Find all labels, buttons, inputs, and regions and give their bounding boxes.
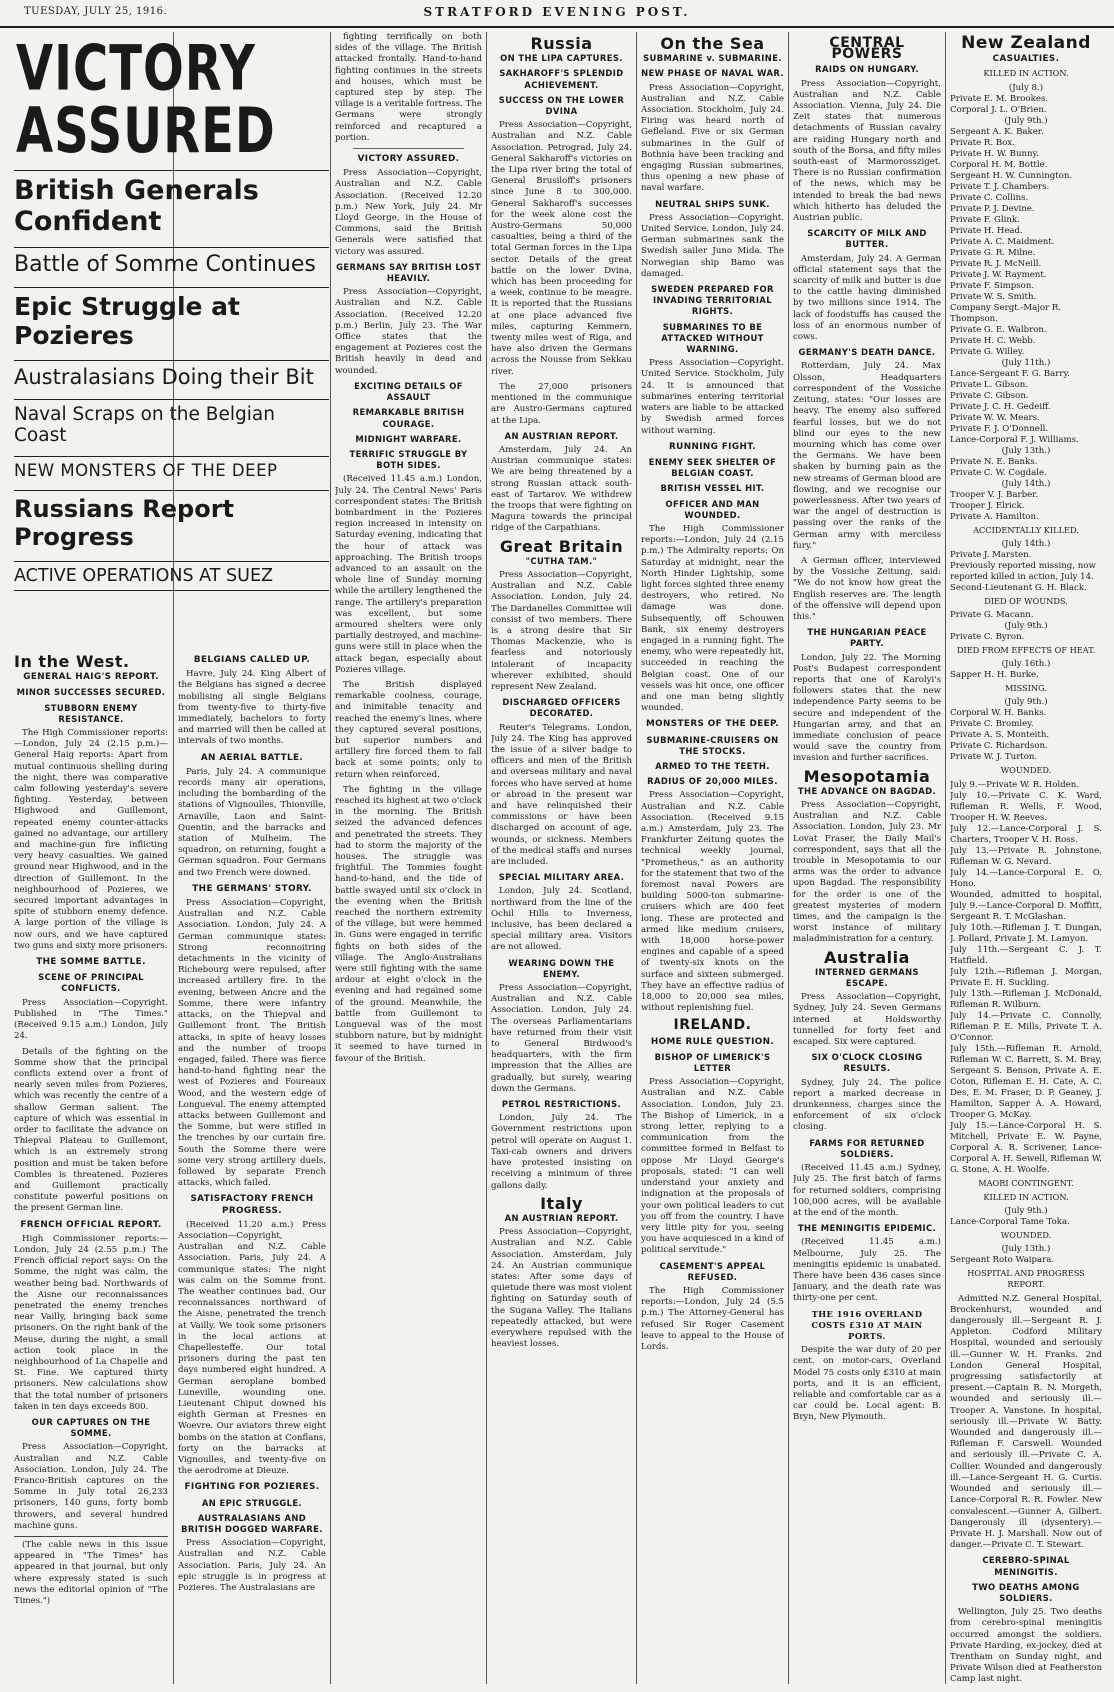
list-item: July 13th.—Rifleman J. McDonald, Rifleman R. Wilburn.	[950, 988, 1102, 1010]
subheading: WOUNDED.	[1000, 1230, 1052, 1241]
subheading: MISSING.	[1005, 683, 1047, 694]
heading: RAIDS ON HUNGARY.	[815, 64, 919, 75]
list-item: (July 16th.)	[1001, 659, 1051, 670]
heading: OUR CAPTURES ON THE SOMME.	[31, 1417, 151, 1439]
heading: ENEMY SEEK SHELTER OF BELGIAN COAST.	[648, 456, 777, 479]
column-4	[491, 32, 632, 1684]
banner-naval: Naval Scraps on the Belgian Coast	[14, 399, 329, 446]
section-great-britain: Great Britain	[499, 536, 624, 556]
heading: GENERAL HAIG'S REPORT.	[23, 672, 159, 683]
column-7	[950, 32, 1102, 1684]
list-item: Sergeant Roto Waipara.	[950, 1255, 1055, 1266]
heading: SUBMARINES TO BE ATTACKED WITHOUT WARNING.	[661, 321, 764, 355]
heading: FARMS FOR RETURNED SOLDIERS.	[809, 1137, 925, 1159]
list-item: (July 11th.)	[1001, 357, 1051, 368]
heading: BELGIANS CALLED UP.	[193, 655, 311, 665]
list-item: Company Sergt.-Major R. Thompson.	[950, 302, 1062, 324]
heading: ON THE LIPA CAPTURES.	[500, 53, 623, 64]
list-item: Private R. Box.	[950, 137, 1015, 148]
article-text: Wellington, July 25. Two deaths from cerebro-spinal meningitis occurred amongst the soldiers. Private Harding, ex-jockey, died at Trentham on Sunday night, and Private Wilson died at Featherston Camp last night.	[950, 1607, 1102, 1684]
front-headlines	[14, 34, 329, 601]
heading: SPECIAL MILITARY AREA.	[498, 872, 625, 883]
banner-suez: ACTIVE OPERATIONS AT SUEZ	[14, 561, 329, 591]
list-item: Private E. M. Brookes.	[950, 93, 1049, 104]
list-item: July 11th.—Sergeant C. J. T. Hatfield.	[950, 944, 1102, 966]
heading: THE GERMANS' STORY.	[192, 883, 312, 894]
heading: BRITISH VESSEL HIT.	[660, 483, 765, 494]
list-item: Previously reported missing, now reported killed in action, July 14.	[950, 560, 1096, 582]
list-item: Private G. R. Milne.	[950, 247, 1036, 258]
subheading: KILLED IN ACTION.	[983, 1191, 1069, 1202]
list-item: Wounded, admitted to hospital, July 9.—Lance-Corporal D. Moffitt, Sergeant R. T. McGlashan.	[950, 889, 1102, 922]
article-text: Press Association—Copyright, Australian and N.Z. Cable Association. London, July 23. The Bishop of Limerick, in a strong letter, replying to a communication from the committee formed in Belfast to oppose Mr Lloyd George's proposals, stated: "I can well understand your anxiety and indignation at the proposals of your own political leaders to cut you off from the country. I have very little pity for you, seeing you have acquiesced in a kind of political servitude."	[641, 1077, 784, 1256]
article-text: Press Association—Copyright, Australian and N.Z. Cable Association. London, July 24. The Franco-British captures on the Somme in July total 26,233 prisoners, 140 guns, forty bomb throwers, and several hundred machine guns.	[14, 1442, 168, 1531]
list-item: (July 9th.)	[1004, 115, 1048, 126]
heading: EXCITING DETAILS OF ASSAULT	[354, 380, 463, 403]
list-item: Private G. Willey.	[950, 346, 1025, 357]
column-rule	[330, 32, 331, 1684]
list-item: Private C. Richardson.	[950, 741, 1048, 752]
maori-wounded-list	[950, 1244, 1102, 1266]
killed-list	[950, 83, 1102, 523]
article-text: Press Association—Copyright, Australian and N.Z. Cable Association. London, July 24. The overseas Parliamentarians have returned from their visit to General Birdwood's headquarters, with the firm impression that the Allies are gradually, but surely, wearing down the Germans.	[491, 983, 632, 1094]
heading: SAKHAROFF'S SPLENDID ACHIEVEMENT.	[499, 68, 624, 90]
article-text: Havre, July 24. King Albert of the Belgians has signed a decree mobilising all single Belgians from twenty-five to thirty-five immediately, bachelors to forty and married will then be called at intervals of two months.	[178, 669, 326, 747]
list-item: Private C. W. Cogdale.	[950, 467, 1047, 478]
heading: AUSTRALASIANS AND BRITISH DOGGED WARFARE.	[181, 1512, 323, 1535]
banner-russians: Russians Report Progress	[14, 490, 329, 551]
heading: MONSTERS OF THE DEEP.	[646, 719, 779, 730]
article-text: A German officer, interviewed by the Vossiche Zeitung, said: "We do not know how great the English reserves are. The length of the offensive will depend upon this."	[793, 555, 941, 622]
heading: SIX O'CLOCK CLOSING RESULTS.	[811, 1052, 923, 1074]
advertisement-text: Despite the war duty of 20 per cent. on motor-cars, Overland Model 75 costs only £310 at main ports, and it is an efficient, reliable and comfortable car as a car could be. Local agent: B. Bryn, New Plymouth.	[793, 1345, 941, 1423]
list-item: (July 9th.)	[1004, 1206, 1048, 1217]
article-text: Press Association—Copyright, Australian and N.Z. Cable Association. London, July 24. A German communique states: Strong reconnoitring detachments in the vicinity of Richebourg were repulsed, after increased artillery fire. In the evening, between Ancre and the Somme, there were infantry attacks, on the Thiepval and Guillemont front. The British attacks, in spite of heavy losses and the number of troops engaged, failed. There was fierce hand-to-hand fighting near the west of Pozieres and Foureaux Wood, and the western edge of Longueval. The enemy attempted attacks between Guillemont and the Somme, but were stifled in the trenches by our curtain fire. South the Somme there were some very strong artillery duels, followed by separate French attacks, which failed.	[178, 898, 326, 1189]
section-ireland: IRELAND.	[673, 1017, 752, 1034]
list-item: (July 8.)	[1008, 82, 1044, 93]
heading: TWO DEATHS AMONG SOLDIERS.	[972, 1581, 1080, 1603]
article-text: Press Association—Copyright. Published in "The Times." (Received 9.15 a.m.) London, July 24.	[14, 997, 168, 1042]
article-text: Press Association—Copyright. United Service. London, July 24. German submarines sank the Swedish sailer Juno Mida. The Norwegian ship Bamo was damaged.	[641, 212, 784, 279]
list-item: Private W. W. Mears.	[950, 412, 1040, 423]
article-text: Press Association—Copyright. United Service. Stockholm, July 24. It is announced that submarines entering territorial waters are liable to be attacked by Swedish armed forces without warning.	[641, 358, 784, 436]
section-central-powers: CENTRAL POWERS	[829, 35, 905, 63]
list-item: Lance-Corporal Tame Toka.	[950, 1217, 1070, 1228]
heading: SATISFACTORY FRENCH PROGRESS.	[190, 1194, 314, 1216]
heading: THE HUNGARIAN PEACE PARTY.	[807, 627, 927, 649]
list-item: July 12.—Lance-Corporal J. S. Charters, Trooper V. H. Ross.	[950, 823, 1102, 845]
accident-list	[950, 539, 1102, 594]
article-text: Press Association—Copyright, Australian and N.Z. Cable Association. Stockholm, July 24. Firing was heard north of Gefleland. Five or six German submarines in the Gulf of Bothnia have been tracking and engaging Russian submarines, thus opening a new phase of naval warfare.	[641, 82, 784, 194]
article-text: Sydney, July 24. The police report a marked decrease in drunkenness, charges since the enforcement of six o'clock closing.	[793, 1077, 941, 1133]
list-item: Corporal H. M. Bottle.	[950, 159, 1048, 170]
banner-australasians: Australasians Doing their Bit	[14, 360, 329, 389]
list-item: Lance-Sergeant F. G. Barry.	[950, 368, 1070, 379]
list-item: July 10th.—Rifleman J. T. Dungan, J. Pollard, Private J. M. Lamyon.	[950, 922, 1102, 944]
list-item: July 10.—Private C. K. Ward, Rifleman R. Wells, F. Wood, Trooper H. W. Reeves.	[950, 790, 1102, 823]
missing-list	[950, 697, 1102, 763]
heading: GERMANY'S DEATH DANCE.	[798, 347, 936, 358]
heading: SCENE OF PRINCIPAL CONFLICTS.	[38, 972, 144, 994]
heading: SUCCESS ON THE LOWER DVINA	[498, 94, 625, 117]
column-5	[641, 32, 784, 1684]
heading: RUNNING FIGHT.	[668, 441, 757, 452]
subheading: ACCIDENTALLY KILLED.	[973, 524, 1079, 535]
heading: MINOR SUCCESSES SECURED.	[16, 687, 166, 698]
heading: THE ADVANCE ON BAGDAD.	[797, 785, 937, 796]
column-1	[14, 650, 168, 1684]
list-item: (July 9th.)	[1004, 697, 1048, 708]
heading: AN AUSTRIAN REPORT.	[504, 1212, 619, 1223]
article-text: Press Association—Copyright, Australian and N.Z. Cable Association. Paris, July 24. An epic struggle is in progress at Pozieres. The Australasians are	[178, 1538, 326, 1594]
section-russia: Russia	[530, 34, 593, 53]
heading: FRENCH OFFICIAL REPORT.	[20, 1219, 162, 1230]
list-item: Private A. S. Monteith.	[950, 730, 1050, 741]
list-item: Private G. Macann.	[950, 610, 1034, 621]
heading: PETROL RESTRICTIONS.	[501, 1099, 622, 1110]
heading: CASEMENT'S APPEAL REFUSED.	[659, 1260, 766, 1282]
column-rule	[945, 32, 946, 1684]
list-item: (July 13th.)	[1001, 445, 1051, 456]
list-item: Private W. J. Turton.	[950, 752, 1038, 763]
heading: MIDNIGHT WARFARE.	[355, 433, 462, 444]
article-text: The 27,000 prisoners mentioned in the communique are Austro-Germans captured at the Lipa.	[491, 381, 632, 426]
list-item: Private G. E. Walbron.	[950, 324, 1047, 335]
section-italy: Italy	[540, 1193, 583, 1213]
article-text: The High Commissioner reports:—London, July 24 (2.15 p.m.)—General Haig reports: Apart from mutual continuous shelling during the night, there was comparative calm following yesterday's severe fighting. Yesterday, between Highwood and Guillemont, repeated enemy counter-attacks gained no advantage, our artillery and machine-gun fire inflicting very heavy casualties. We gained ground near Highwood, and in the direction of Guillemont. In the neighbourhood of Pozieres, we secured important advantages in spite of stubborn enemy defence. A large portion of the village is now ours, and we have captured two guns and sixty more prisoners.	[14, 728, 168, 951]
article-text: The High Commissioner reports:—London, July 24 (2.15 p.m.) The Admiralty reports: On Saturday at midnight, near the North Hinder Lightship, some light forces sighted three enemy destroyers, who retired. No damage was done. Subsequently, off Schouwen Bank, six enemy destroyers engaged in a running fight. The enemy, who were repeatedly hit, succeeded in reaching the Belgian coast. One of our vessels was hit once, one officer and one man being slightly wounded.	[641, 523, 784, 714]
banner-monsters: NEW MONSTERS OF THE DEEP	[14, 456, 329, 480]
banner-somme: Battle of Somme Continues	[14, 247, 329, 277]
heading: SUBMARINE v. SUBMARINE.	[643, 53, 782, 64]
article-text: High Commissioner reports:—London, July 24 (2.55 p.m.) The French official report says: On the Somme, the night was calm, the weather being bad. Northwards of the Aisne our reconnaissances penetrated the enemy trenches near Vailly, bringing back some prisoners. On the right bank of the Meuse, during the night, a small action took place in the neighbourhood of La Chapelle and St. Fine. We captured thirty prisoners. New calculations show that the total number of prisoners taken in ten days exceeds 800.	[14, 1233, 168, 1412]
heading: THE SOMME BATTLE.	[36, 957, 146, 968]
list-item: Private A. C. Maidment.	[950, 236, 1055, 247]
list-item: Private W. S. Smith.	[950, 291, 1037, 302]
article-text: Press Association—Copyright, Australian and N.Z. Cable Association. London, July 24. The Dardanelles Committee will consist of two members. There is a strong desire that Sir Thomas Mackenzie, who is fearless and notoriously intolerant of incapacity wherever exhibited, should represent New Zealand.	[491, 569, 632, 692]
list-item: Private P. J. Devine.	[950, 203, 1035, 214]
article-text: Admitted N.Z. General Hospital, Brockenhurst, wounded and dangerously ill.—Sergeant R. J. Appleton. Codford Military Hospital, wounded and seriously ill.—Gunner W. H. Franks. 2nd London General Hospital, progressing satisfactorily at present.—Captain R. N. Morgeth, wounded and seriously ill.—Trooper A. Vanstone. In hospital, seriously ill.—Private W. Batty. Wounded and dangerously ill.—Rifleman F. Carswell. Wounded and seriously ill.—Private C. A. Collier. Wounded and dangerously ill.—Lance-Sergeant H. G. Curtis. Wounded and seriously ill.—Lance-Corporal R. R. Fowler. New convalescent.—Gunner A. Gilbert. Dangerously ill (dysentery).—Private H. J. Marshall. Now out of danger.—Private C. T. Stewart.	[950, 1293, 1102, 1551]
heading: SUBMARINE-CRUISERS ON THE STOCKS.	[646, 734, 779, 756]
heading: SCARCITY OF MILK AND BUTTER.	[807, 228, 927, 250]
article-text: The fighting in the village reached its highest at two o'clock in the morning. The British seized the advanced defences and penetrated the streets. They had to storm the majority of the houses. The struggle was frightful. The Tommies fought hand-to-hand, and the tide of battle swayed until six o'clock in the evening when the British reached the northern extremity of the village, but were hemmed in. Guns were engaged in terrific fights on both sides of the village. The Anglo-Australians were still fighting with the same ardour at eight o'clock in the evening and had regained some of the ground. Meanwhile, the battle from Guillemont to Longueval was of the most stubborn nature, but by midnight it seemed to have turned in favour of the British.	[335, 784, 482, 1064]
list-item: Corporal J. L. O'Brien.	[950, 104, 1047, 115]
heading: AN AUSTRIAN REPORT.	[504, 430, 619, 441]
article-text: (Received 11.45 a.m.) London, July 24. The Central News' Paris correspondent states: The British bombardment in the Pozieres region increased in intensity on Saturday evening, indicating that the hour of attack was approaching. The British troops advanced to an assault on the whole line of Sunday morning while the artillery lengthened the range. The artillery's preparation was excellent, but some armoured shelters were only partially destroyed, and machine-guns were still in place when the attack began, especially about Pozieres village.	[335, 474, 482, 675]
list-item: Trooper V. J. Barber.	[950, 489, 1039, 500]
list-item: Private F. Glink.	[950, 214, 1020, 225]
article-text: Press Association—Copyright, Sydney, July 24. Seven Germans interned at Holdsworthy tunnelled for forty feet and escaped. Six were captured.	[793, 992, 941, 1048]
subheading: DIED FROM EFFECTS OF HEAT.	[956, 645, 1096, 656]
list-item: Private H. C. Webb.	[950, 335, 1036, 346]
article-text: Press Association—Copyright, Australian and N.Z. Cable Association. Vienna, July 24. Die Zeit states that numerous detachments of Russian cavalry are raiding Hungary north and south of the Borsa, and fifty miles south-east of Marmorossziget. There is no Russian confirmation of the news, which may be intended to break the bad news which hitherto has deluded the Austrian public.	[793, 78, 941, 224]
article-text: Details of the fighting on the Somme show that the principal conflicts extend over a front of nearly seven miles from Pozieres, which was recently the centre of a shallow German salient. The capture of which was essential in order to facilitate the advance on Thiepval Plateau to Guillemont, which is an extremely strong position and must be taken before Combles is threatened. Pozieres and Guillemont practically constitute powerful positions on the present German line.	[14, 1046, 168, 1214]
column-6	[793, 32, 941, 1684]
heat-list	[950, 659, 1102, 681]
list-item: Sergeant H. W. Cunnington.	[950, 170, 1073, 181]
heading: NEW PHASE OF NAVAL WAR.	[641, 68, 784, 79]
list-item: July 13.—Private R. Johnstone, Rifleman W. G. Nevard.	[950, 845, 1102, 867]
heading: CASUALTIES.	[992, 54, 1060, 65]
article-text: fighting terrifically on both sides of the village. The British attacked frontally. Hand-to-hand fighting continues in the streets and houses, which must be captured step by step. The village is a veritable fortress. The Germans were strongly reinforced and recaptured a portion.	[335, 32, 482, 143]
heading: ARMED TO THE TEETH.	[655, 760, 770, 771]
column-3	[335, 32, 482, 1684]
list-item: Private C. Byron.	[950, 632, 1025, 643]
list-item: July 14.—Lance-Corporal E. O. Hono.	[950, 867, 1102, 889]
heading: BISHOP OF LIMERICK'S LETTER	[654, 1051, 771, 1074]
list-item: Lance-Corporal F. J. Williams.	[950, 434, 1079, 445]
heading: DISCHARGED OFFICERS DECORATED.	[502, 697, 621, 719]
list-item: Private C. Collins.	[950, 192, 1029, 203]
list-item: July 15th.—Rifleman R. Arnold, Rifleman W. C. Barrett, S. M. Bray, Sergeant S. Benson, Private A. E. Coton, Rifleman E. H. Cate, A. C. Des, E. M. Fraser, D. P. Geaney, J. Hamilton, Sapper A. A. Howard, Trooper G. McKay.	[950, 1043, 1102, 1120]
wounded-list	[950, 780, 1102, 1176]
list-item: July 15.—Lance-Corporal H. S. Mitchell, Private E. W. Payne, Corporal A. R. Scrivener, Lance-Corporal A. H. Sewell, Rifleman W. G. Stone, A. H. Woolfe.	[950, 1120, 1102, 1175]
column-rule	[486, 32, 487, 1684]
column-rule	[636, 32, 637, 1684]
banner-generals: British Generals Confident	[14, 170, 329, 237]
article-text: The High Commissioner reports:—London, July 24 (5.5 p.m.) The Attorney-General has refused Sir Roger Casement leave to appeal to the House of Lords.	[641, 1285, 784, 1352]
article-text: Press Association—Copyright, Australian and N.Z. Cable Association. (Received 12.20 p.m.) Berlin, July 23. The War Office states that the engagement at Pozieres cost the British heavily in dead and wounded.	[335, 287, 482, 376]
list-item: Trooper J. Elrick.	[950, 500, 1025, 511]
heading: AN AERIAL BATTLE.	[200, 752, 304, 763]
list-item: Private L. Gibson.	[950, 379, 1029, 390]
issue-date: TUESDAY, JULY 25, 1916.	[24, 6, 168, 17]
heading: VICTORY ASSURED.	[357, 154, 460, 165]
list-item: Private H. W. Bunny.	[950, 148, 1040, 159]
list-item: Private A. Hamilton.	[950, 511, 1039, 522]
subheading: HOSPITAL AND PROGRESS REPORT.	[967, 1268, 1085, 1290]
article-text: Amsterdam, July 24. An Austrian communique states: We are being threatened by a strong Russian attack south-east of Tartarov. We withdrew the troops that were fighting on Magura towards the principal ridge of the Carpathians.	[491, 444, 632, 534]
article-text: London, July 24. Scotland, northward from the line of the Ochil Hills to Inverness, inclusive, has been declared a special military area. Visitors are not allowed.	[491, 886, 632, 953]
wounds-list	[950, 610, 1102, 643]
heading: INTERNED GERMANS ESCAPE.	[815, 966, 919, 989]
heading: HOME RULE QUESTION.	[650, 1036, 775, 1047]
heading: THE MENINGITIS EPIDEMIC.	[797, 1223, 937, 1234]
list-item: Private F. J. O'Donnell.	[950, 423, 1049, 434]
list-item: Private F. Simpson.	[950, 280, 1035, 291]
masthead	[0, 0, 1114, 28]
list-item: Private R. J. McNeill.	[950, 258, 1042, 269]
section-new-zealand: New Zealand	[961, 33, 1091, 53]
article-text: Reuter's Telegrams. London, July 24. The King has approved the issue of a silver badge to officers and men of the British and overseas military and naval forces who have served at home or abroad in the present war and have relinquished their commissions or have been discharged on account of age, wounds, or sickness. Members of the medical staffs and nurses are included.	[491, 722, 632, 868]
heading: STUBBORN ENEMY RESISTANCE.	[44, 702, 138, 724]
section-on-the-sea: On the Sea	[660, 34, 765, 53]
list-item: Private T. J. Chambers.	[950, 181, 1050, 192]
list-item: (July 13th.)	[1001, 1244, 1051, 1255]
list-item: July 12th.—Rifleman J. Morgan, Private E. H. Suckling.	[950, 966, 1102, 988]
editorial-note: (The cable news in this issue appeared in "The Times" has appeared in that journal, but only where expressly stated is such news the editorial opinion of "The Times.")	[14, 1536, 168, 1607]
list-item: Private H. Head.	[950, 225, 1023, 236]
list-item: Corporal W. H. Banks.	[950, 708, 1047, 719]
list-item: Second-Lieutenant G. H. Black.	[950, 582, 1087, 593]
article-text: London, July 24. The Government restrictions upon petrol will operate on August 1. Taxi-cab owners and drivers have protested insisting on receiving a minimum of three gallons daily.	[491, 1113, 632, 1191]
list-item: July 9.—Private W. R. Holden.	[950, 779, 1079, 790]
newspaper-name: STRATFORD EVENING POST.	[423, 5, 691, 19]
heading: FIGHTING FOR POZIERES.	[184, 1482, 320, 1493]
list-item: Private C. Gibson.	[950, 390, 1029, 401]
article-text: Press Association—Copyright, Australian and N.Z. Cable Association. London, July 23. Mr Lovat Fraser, the Daily Mail's correspondent, says that all the trouble in Mesopotamia to our arms was the order to advance upon Bagdad. The responsibility for the order is one of the greatest mysteries of modern times, and the campaign is the worst instance of military maladministration for a century.	[793, 800, 941, 945]
article-text: (Received 11.45 a.m.) Melbourne, July 25. The meningitis epidemic is unabated. There have been 436 cases since January, and the death rate was thirty-one per cent.	[793, 1237, 941, 1304]
heading: OFFICER AND MAN WOUNDED.	[665, 498, 760, 520]
list-item: (July 14th.)	[1001, 478, 1051, 489]
heading: REMARKABLE BRITISH COURAGE.	[352, 407, 465, 429]
article-text: Press Association—Copyright, Australian and N.Z. Cable Association. Petrograd, July 24. General Sakharoff's victories on the Lipa river bring the total of General Brusiloff's prisoners since June 8 to 300,000. General Sakharoff's successes for the week alone cost the Austro-Germans 50,000 casualties, being a third of the total German forces in the Lipa sector. Details of the great battle on the lower Dvina, which has been proceeding for a week, continue to be meagre. It is reported that the Russians at one place advanced five miles, capturing Kemmern, twenty miles west of Riga, and have also driven the Germans across the Nousse from Sekkau river.	[491, 120, 632, 377]
article-text: Amsterdam, July 24. A German official statement says that the scarcity of milk and butter is due to the cattle having diminished by two millions since 1914. The lack of foodstuffs has caused the loss of an enormous number of cows.	[793, 253, 941, 343]
article-text: London, July 22. The Morning Post's Budapest correspondent reports that one of Karolyi's followers states that the new independence Party seems to be secure and independent of the Hungarian army, and that an immediate conclusion of peace would save the country from invasion and further sacrifices.	[793, 652, 941, 764]
section-in-the-west: In the West.	[14, 652, 130, 671]
headline-victory: VICTORY ASSURED	[16, 32, 276, 168]
list-item: (July 9th.)	[1004, 621, 1048, 632]
article-text: Press Association—Copyright, Australian and N.Z. Cable Association. Amsterdam, July 24. An Austrian communique states: After some days of quietude there was most violent fighting on Saturday south of the Sugana Valley. The Italians repeatedly attacked, but were everywhere repulsed with the heaviest losses.	[491, 1227, 632, 1350]
list-item: Private J. Marsten.	[950, 549, 1032, 560]
heading: GERMANS SAY BRITISH LOST HEAVILY.	[336, 261, 481, 284]
subheading: KILLED IN ACTION.	[983, 68, 1069, 79]
divider	[353, 148, 464, 149]
article-text: Rotterdam, July 24. Max Olsson, Headquarters correspondent of the Vossiche Zeitung, states: "Our losses are heavy. The enemy also suffered fearful losses, but we do not blind our eyes to the new mourning which has come over the Germans. We have been shaken by burning pain as the new streams of German blood are flowing, and we recognise our powerlessness. After two years of war the angel of destruction is passing over the ranks of the German army with merciless fury."	[793, 361, 941, 551]
article-text: Press Association—Copyright, Australian and N.Z. Cable Association. (Received 9.15 a.m.) Amsterdam, July 23. The Frankfurter Zeitung quotes the technical weekly journal, "Prometheus," as an authority for the statement that two of the foremost naval Powers are building 5000-ton submarine-cruisers which are 400 feet long. These are protected and armed like medium cruisers, with 18,000 horse-power engines and capable of a speed of twenty-six knots on the surface and sixteen submerged. They have an effective radius of 18,000 to 20,000 sea miles, without replenishing fuel.	[641, 790, 784, 1014]
list-item: July 14.—Private C. Connolly, Rifleman P. E. Mills, Private T. A. O'Connor.	[950, 1010, 1102, 1043]
list-item: Private J. W. Rayment.	[950, 269, 1047, 280]
subheading: DIED OF WOUNDS.	[984, 595, 1068, 606]
list-item: Sapper H. H. Burke.	[950, 670, 1039, 681]
article-text: (Received 11.20 a.m.) Press Association—Copyright, Australian and N.Z. Cable Association. Paris, July 24. A communique states: The night was calm on the Somme front. The weather continues bad. Our reconnaissances northward of the Aisne, penetrated the trench at Vailly. We took some prisoners in the local actions at Chapellesteffe. Our total prisoners during the past ten days numbered eight hundred. A German aeroplane bombed Luneville, wounding one. Lieutenant Chiput downed his eighth German at Fresnes en Woevre. Our aviators threw eight bombs on the station at Conflans, forty on the barracks at Vignoulles, and twenty-five on the aerodrome at Dieuze.	[178, 1219, 326, 1477]
article-text: Press Association—Copyright, Australian and N.Z. Cable Association. (Received 12.20 p.m.) New York, July 24. Mr Lloyd George, in the House of Commons, said the British Generals were satisfied that victory was assured.	[335, 168, 482, 257]
advertisement-heading: THE 1916 OVERLAND COSTS £310 AT MAIN PORTS.	[811, 1308, 923, 1341]
heading: AN EPIC STRUGGLE.	[201, 1497, 303, 1508]
heading: NEUTRAL SHIPS SUNK.	[655, 198, 770, 209]
list-item: (July 14th.)	[1001, 538, 1051, 549]
list-item: Private N. E. Banks.	[950, 456, 1038, 467]
article-text: Paris, July 24. A communique records many air operations, including the bombarding of the stations of Vignoulles, Thionville, Arnaville, Laon and Saint-Quentin, and the barracks and station of Mulheim. The squadron, on returning, fought a German squadron. Four Germans and two French were downed.	[178, 766, 326, 878]
subheading: MAORI CONTINGENT.	[978, 1177, 1074, 1188]
section-australia: Australia	[824, 947, 910, 967]
article-text: The British displayed remarkable coolness, courage, and inimitable tenacity and reached the enemy's lines, where they captured several positions, but superior numbers and artillery fire forced them to fall back at some points, only to return when reinforced.	[335, 679, 482, 780]
banner-pozieres: Epic Struggle at Pozieres	[14, 287, 329, 350]
heading: SWEDEN PREPARED FOR INVADING TERRITORIAL RIGHTS.	[651, 284, 774, 317]
article-text: (Received 11.45 a.m.) Sydney, July 25. The first batch of farms for returned soldiers, comprising 100,000 acres, will be available at the end of the month.	[793, 1163, 941, 1218]
list-item: Sergeant A. K. Baker.	[950, 126, 1044, 137]
list-item: Private C. Bromley.	[950, 719, 1034, 730]
heading: RADIUS OF 20,000 MILES.	[647, 776, 778, 787]
column-rule	[788, 32, 789, 1684]
column-2	[178, 650, 326, 1684]
heading: "CUTHA TAM."	[525, 555, 598, 566]
heading: CEREBRO-SPINAL MENINGITIS.	[982, 1555, 1070, 1577]
section-mesopotamia: Mesopotamia	[803, 766, 931, 786]
heading: TERRIFIC STRUGGLE BY BOTH SIDES.	[349, 448, 468, 471]
subheading: WOUNDED.	[1000, 765, 1052, 776]
heading: WEARING DOWN THE ENEMY.	[508, 957, 615, 979]
list-item: Private J. C. H. Gedeiff.	[950, 401, 1051, 412]
maori-killed-list	[950, 1206, 1102, 1228]
